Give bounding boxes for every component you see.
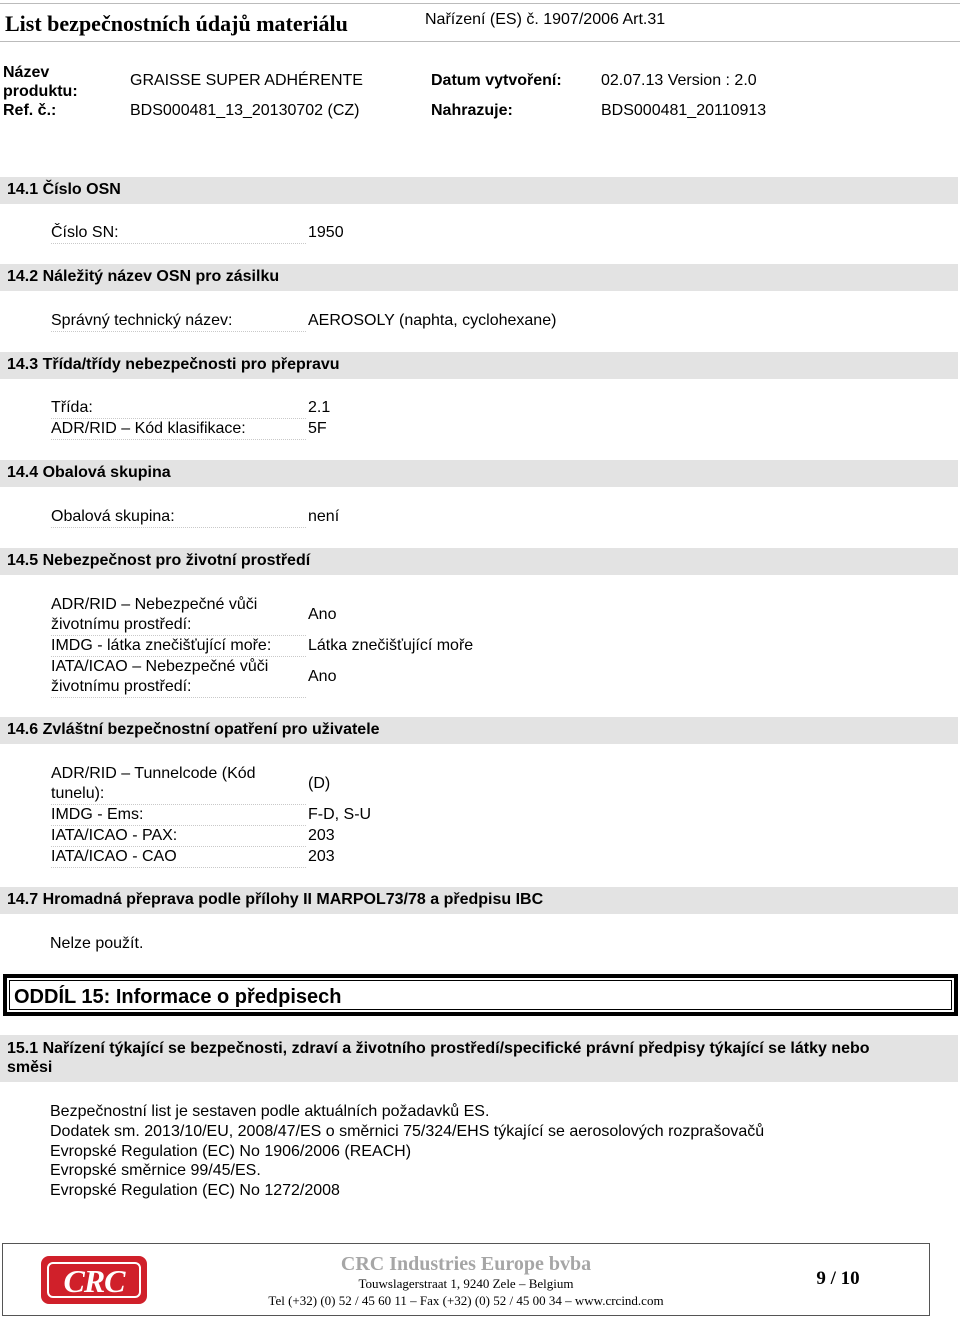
section-15-1-heading-line2: směsi — [7, 1059, 53, 1076]
packing-group-value: není — [308, 508, 340, 525]
document-title: List bezpečnostních údajů materiálu — [5, 11, 348, 36]
classification-code-value: 5F — [308, 420, 327, 437]
adr-environment-label — [51, 595, 306, 636]
company-contact: Tel (+32) (0) 52 / 45 60 11 – Fax (+32) (0) 52 / 45 00 34 – www.crcind.com — [268, 1293, 664, 1308]
header-divider — [0, 41, 960, 42]
page-footer — [2, 1243, 930, 1316]
iata-environment-value: Ano — [308, 668, 337, 685]
iata-cao-value: 203 — [308, 848, 335, 865]
tunnel-code-label-line2: tunelu): — [51, 785, 105, 802]
company-address: Touwslagerstraat 1, 9240 Zele – Belgium — [358, 1276, 574, 1291]
ref-number-label: Ref. č.: — [3, 102, 57, 119]
section-15-banner — [3, 974, 958, 1016]
adr-environment-value: Ano — [308, 606, 337, 623]
regulations-list — [50, 1102, 764, 1201]
iata-pax-label: IATA/ICAO - PAX: — [51, 826, 306, 847]
product-name-label — [3, 63, 78, 101]
product-name-value: GRAISSE SUPER ADHÉRENTE — [130, 72, 363, 89]
crc-logo — [41, 1256, 147, 1304]
tunnel-code-value: (D) — [308, 775, 331, 792]
un-number-label: Číslo SN: — [51, 223, 306, 244]
imdg-ems-label: IMDG - Ems: — [51, 805, 306, 826]
imdg-ems-value: F-D, S-U — [308, 806, 372, 823]
imdg-marine-pollutant-label: IMDG - látka znečišťující moře: — [51, 636, 306, 657]
iata-pax-value: 203 — [308, 827, 335, 844]
regulation-line: Evropské Regulation (EC) No 1906/2006 (REACH) — [50, 1142, 412, 1160]
iata-environment-label-line2: životnímu prostředí: — [51, 678, 192, 695]
iata-environment-label — [51, 657, 306, 698]
shipping-name-value: AEROSOLY (naphta, cyclohexane) — [308, 312, 557, 329]
company-name: CRC Industries Europe bvba — [340, 1253, 592, 1275]
classification-code-label: ADR/RID – Kód klasifikace: — [51, 419, 306, 440]
section-14-1-heading: 14.1 Číslo OSN — [0, 177, 958, 204]
section-14-2-heading: 14.2 Náležitý název OSN pro zásilku — [0, 264, 958, 291]
replaces-label: Nahrazuje: — [431, 102, 513, 119]
regulation-line: Bezpečnostní list je sestaven podle aktuálních požadavků ES. — [50, 1103, 490, 1120]
tunnel-code-label-line1: ADR/RID – Tunnelcode (Kód — [51, 765, 256, 782]
page-number: 9 / 10 — [816, 1268, 860, 1289]
regulation-line: Evropské směrnice 99/45/ES. — [50, 1162, 261, 1180]
regulation-reference: Nařízení (ES) č. 1907/2006 Art.31 — [425, 11, 666, 28]
class-label: Třída: — [51, 398, 306, 419]
created-date-value: 02.07.13 Version : 2.0 — [601, 72, 757, 89]
regulation-line: Evropské Regulation (EC) No 1272/2008 — [50, 1182, 340, 1200]
iata-environment-label-line1: IATA/ICAO – Nebezpečné vůči — [51, 658, 269, 675]
section-14-4-heading: 14.4 Obalová skupina — [0, 460, 958, 487]
crc-logo-text: CRC — [63, 1263, 125, 1299]
section-15-title: ODDÍL 15: Informace o předpisech — [9, 980, 952, 1010]
section-15-1-heading-line1: 15.1 Nařízení týkající se bezpečnosti, zdraví a životního prostředí/specifické právní předpisy týkající se látky nebo — [7, 1040, 870, 1057]
created-date-label: Datum vytvoření: — [431, 72, 562, 89]
section-14-3-heading: 14.3 Třída/třídy nebezpečnosti pro přepravu — [0, 352, 958, 379]
section-14-5-heading: 14.5 Nebezpečnost pro životní prostředí — [0, 548, 958, 575]
shipping-name-label: Správný technický název: — [51, 311, 306, 332]
product-name-label-line1: Název — [3, 64, 50, 81]
class-value: 2.1 — [308, 399, 331, 416]
regulation-line: Dodatek sm. 2013/10/EU, 2008/47/ES o směrnici 75/324/EHS týkající se aerosolových rozprašovačů — [50, 1122, 765, 1140]
iata-cao-label: IATA/ICAO - CAO — [51, 847, 306, 868]
header-top-rule — [0, 3, 960, 4]
imdg-marine-pollutant-value: Látka znečišťující moře — [308, 637, 474, 654]
ref-number-value: BDS000481_13_20130702 (CZ) — [130, 102, 360, 119]
adr-environment-label-line1: ADR/RID – Nebezpečné vůči — [51, 596, 258, 613]
un-number-value: 1950 — [308, 224, 344, 241]
adr-environment-label-line2: životnímu prostředí: — [51, 616, 192, 633]
marpol-text: Nelze použít. — [50, 935, 144, 952]
product-name-label-line2: produktu: — [3, 83, 78, 100]
packing-group-label: Obalová skupina: — [51, 507, 306, 528]
tunnel-code-label — [51, 764, 306, 805]
section-15-1-heading — [0, 1035, 958, 1082]
section-14-6-heading: 14.6 Zvláštní bezpečnostní opatření pro uživatele — [0, 717, 958, 744]
section-14-7-heading: 14.7 Hromadná přeprava podle přílohy II MARPOL73/78 a předpisu IBC — [0, 887, 958, 914]
replaces-value: BDS000481_20110913 — [601, 102, 767, 119]
